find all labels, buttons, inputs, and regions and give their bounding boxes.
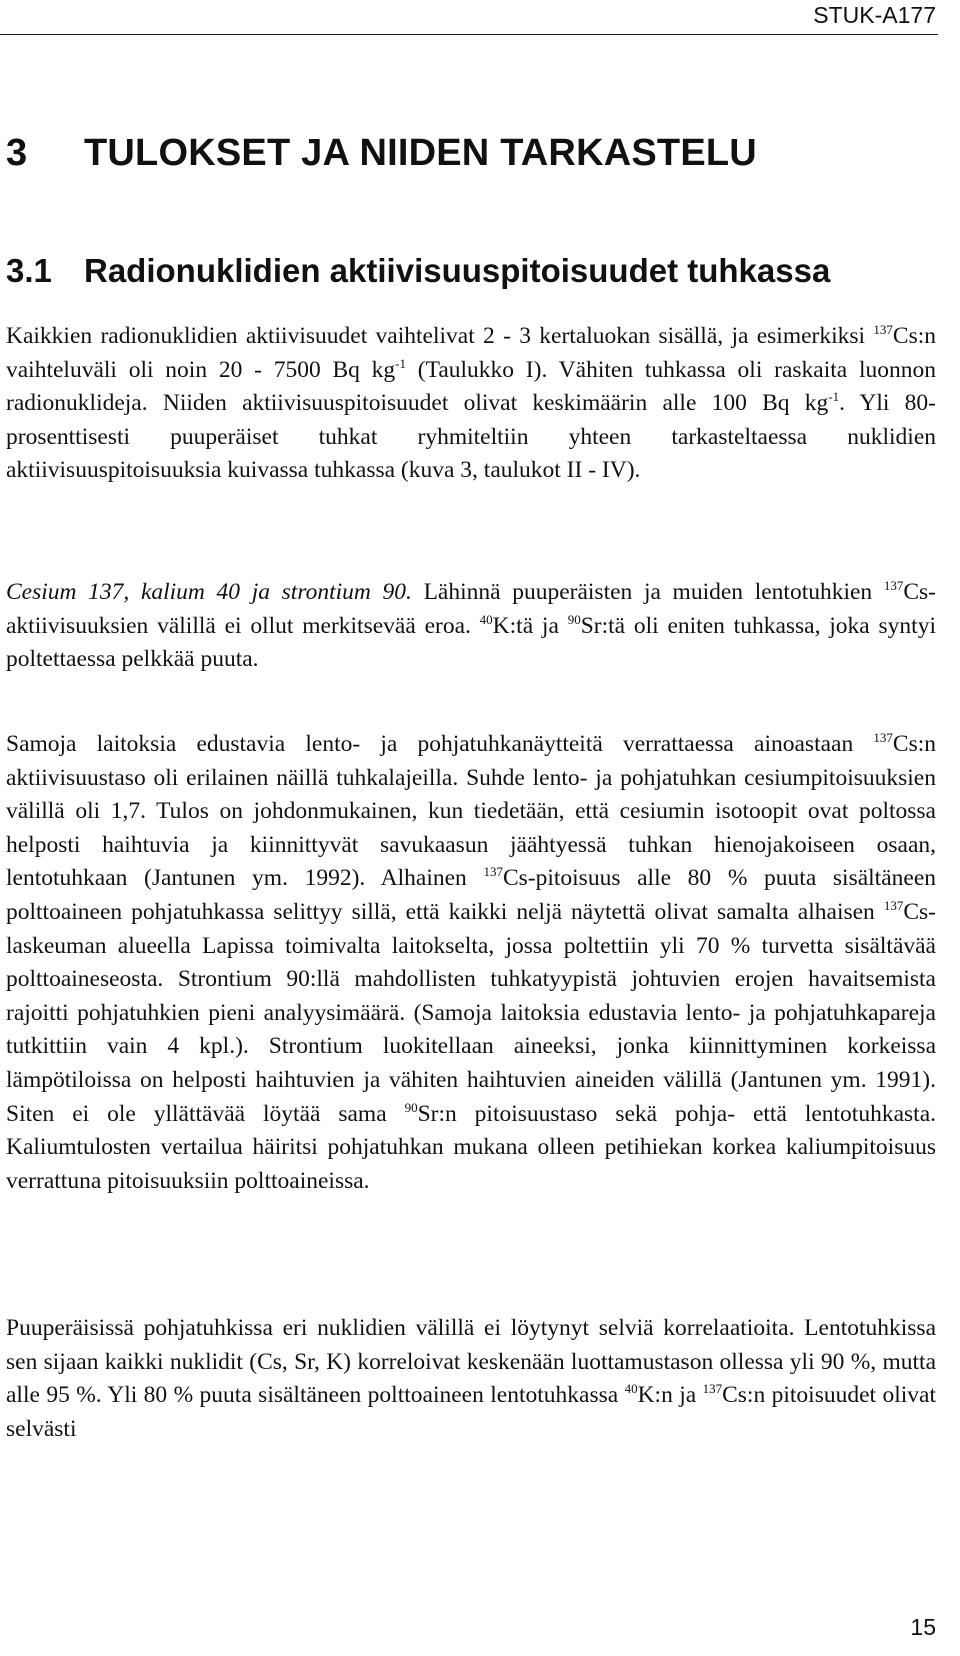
text-run: Cs:n aktiivisuustaso oli erilainen näillä tuhkalajeilla. Suhde lento- ja pohjatuhkan cesiumpitoisuuksien välillä oli 1,7. Tulos on johdonmukainen, kun tiedetään, että cesiumin isotoopit ovat poltossa helposti haihtuvia ja kiinnittyvät savukaasun jäähtyessä tuhkan hienojakoiseen osaan, lentotuhkaan (Jantunen ym. 1992). Alhainen <box>6 731 936 892</box>
superscript: -1 <box>395 355 407 371</box>
text-run: K:tä ja <box>492 612 568 639</box>
chapter-number: 3 <box>6 132 28 174</box>
chapter-title: TULOKSET JA NIIDEN TARKASTELU <box>84 132 757 174</box>
superscript: 137 <box>883 578 904 593</box>
section-number: 3.1 <box>6 252 52 289</box>
section-title: Radionuklidien aktiivisuuspitoisuudet tuhkassa <box>84 252 831 289</box>
text-run: Lähinnä puuperäisten ja muiden lentotuhkien <box>411 579 884 605</box>
paragraph-2 <box>6 576 936 677</box>
text-run: Cs-pitoisuus alle 80 % puuta sisältäneen polttoaineen pohjatuhkassa selittyy sillä, että kaikki neljä näytettä olivat samalta alhaisen <box>6 865 937 925</box>
superscript: 137 <box>873 730 893 745</box>
paragraph-lead: Cesium 137, kalium 40 ja strontium 90. <box>6 579 412 605</box>
page-number: 15 <box>910 1614 936 1640</box>
chapter-heading <box>6 132 757 175</box>
superscript: 90 <box>567 611 581 627</box>
text-run: Cs:n pitoisuudet olivat selvästi <box>6 1382 936 1442</box>
paragraph-3 <box>6 728 936 1198</box>
running-header: STUK-A177 <box>813 2 936 28</box>
text-run: K:n ja <box>637 1382 703 1409</box>
text-run: Samoja laitoksia edustavia lento- ja pohjatuhkanäytteitä verrattaessa ainoastaan <box>6 731 874 757</box>
text-run: Puuperäisissä pohjatuhkissa eri nuklidien välillä ei löytynyt selviä korrelaatioita. Lentotuhkissa sen sijaan kaikki nuklidit (Cs, Sr, K) korreloivat keskenään luottamustason ollessa yli 90 %, mutta alle 95 %. Yli 80 % puuta sisältäneen polttoaineen lentotuhkassa <box>6 1315 936 1409</box>
text-run: . Yli 80-prosenttisesti puuperäiset tuhkat ryhmiteltiin yhteen tarkasteltaessa nuklidien aktiivisuuspitoisuuksia kuivassa tuhkassa (kuva 3, taulukot II - IV). <box>6 390 936 484</box>
superscript: 40 <box>479 611 493 627</box>
text-run: (Taulukko I). Vähiten tuhkassa oli raskaita luonnon radionuklideja. Niiden aktiivisuuspitoisuudet olivat keskimäärin alle 100 Bq kg <box>6 356 936 417</box>
superscript: 137 <box>702 1381 723 1397</box>
superscript: 137 <box>873 322 893 337</box>
text-run: Kaikkien radionuklidien aktiivisuudet vaihtelivat 2 - 3 kertaluokan sisällä, ja esimerkiksi <box>6 323 874 349</box>
superscript: 137 <box>883 897 904 913</box>
paragraph-1 <box>6 320 936 488</box>
header-rule <box>0 34 938 35</box>
section-heading <box>6 252 830 290</box>
text-run: Cs:n vaihteluväli oli noin 20 - 7500 Bq kg <box>6 323 936 383</box>
superscript: -1 <box>828 389 840 405</box>
paragraph-4 <box>6 1312 936 1446</box>
superscript: 137 <box>483 864 503 880</box>
text-run: Cs-aktiivisuuksien välillä ei ollut merkitsevää eroa. <box>6 579 936 639</box>
superscript: 90 <box>404 1099 418 1115</box>
superscript: 40 <box>624 1381 638 1397</box>
text-run: Cs-laskeuman alueella Lapissa toimivalta laitokselta, jossa poltettiin yli 70 % turvetta sisältävää polttoaineseosta. Strontium 90:llä mahdollisten tuhkatyypistä johtuvien erojen havaitsemista rajoitti pohjatuhkien pieni analyysimäärä. (Samoja laitoksia edustavia lento- ja pohjatuhkapareja tutkittiin vain 4 kpl.). Strontium luokitellaan aineeksi, jonka kiinnittyminen korkeissa lämpötiloissa on helposti haihtuvien ja vähiten haihtuvien aineiden välillä (Jantunen ym. 1991). Siten ei ole yllättävää löytää sama <box>6 898 936 1127</box>
text-run: Sr:tä oli eniten tuhkassa, joka syntyi poltettaessa pelkkää puuta. <box>6 612 936 673</box>
text-run: Sr:n pitoisuustaso sekä pohja- että lentotuhkasta. Kaliumtulosten vertailua häiritsi pohjatuhkan mukana olleen petihiekan korkea kaliumpitoisuus verrattuna pitoisuuksiin polttoaineissa. <box>6 1100 936 1194</box>
